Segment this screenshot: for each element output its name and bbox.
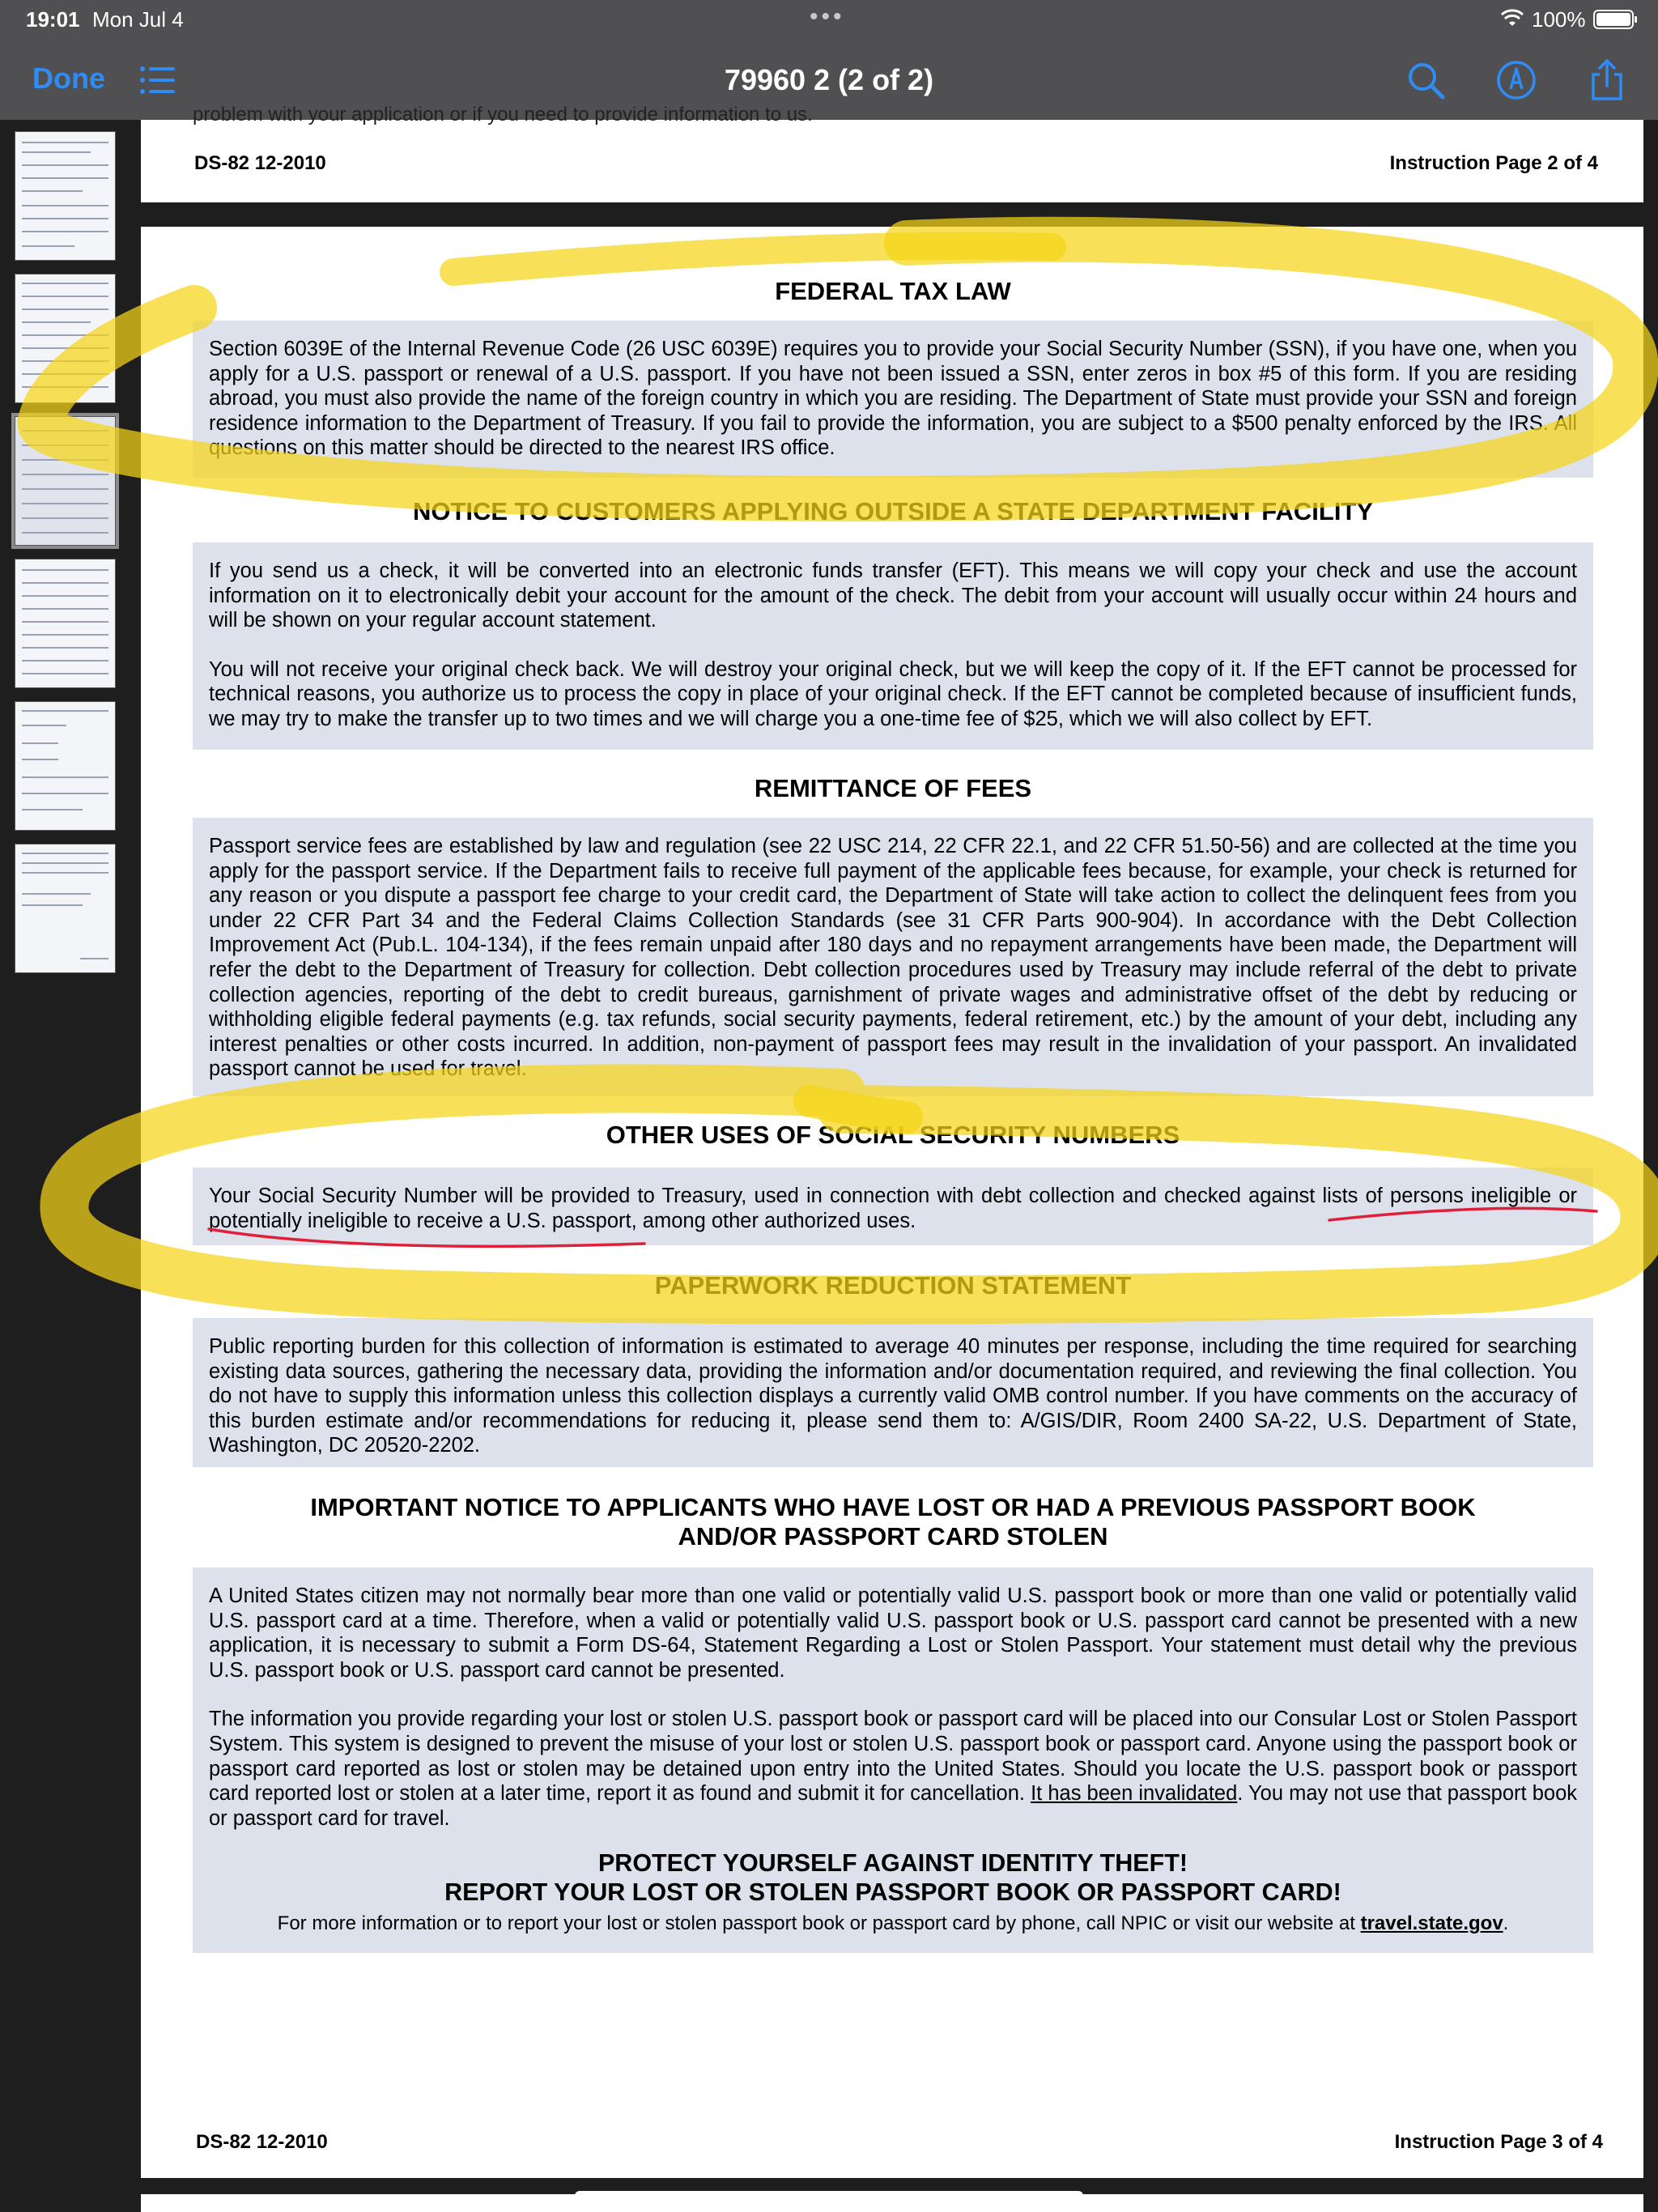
section-box-notice-customers	[193, 542, 1593, 750]
battery-icon	[1593, 10, 1634, 29]
section-paragraph: If you send us a check, it will be converted into an electronic funds transfer (EFT). This means we will copy your check and use the account information on it to electronically debit your account for the amount of the check. The debit from your account will usually occur within 24 hours and will be shown on your regular account statement.	[209, 559, 1577, 632]
section-title-remittance: REMITTANCE OF FEES	[754, 774, 1032, 802]
section-box-lost-stolen	[193, 1568, 1593, 1953]
wifi-icon	[1501, 10, 1524, 28]
search-icon[interactable]	[1404, 58, 1448, 102]
section-title-paperwork: PAPERWORK REDUCTION STATEMENT	[654, 1271, 1132, 1300]
section-paragraph	[209, 1707, 1577, 1831]
page-thumbnail[interactable]	[15, 559, 116, 688]
section-title-notice-customers: NOTICE TO CUSTOMERS APPLYING OUTSIDE A STATE DEPARTMENT FACILITY	[412, 497, 1374, 525]
markup-icon[interactable]	[1494, 58, 1538, 102]
protect-line: PROTECT YOURSELF AGAINST IDENTITY THEFT!	[597, 1849, 1188, 1878]
section-box-remittance	[193, 818, 1593, 1096]
home-indicator[interactable]	[575, 2191, 1083, 2201]
section-paragraph: You will not receive your original check back. We will destroy your original check, but we will keep the copy of it. If the EFT cannot be processed for technical reasons, you authorize us to process the copy in place of your original check. If the EFT cannot be completed because of insufficient funds, we may try to make the transfer up to two times and we will charge you a one-time fee of $25, which we will also collect by EFT.	[209, 657, 1577, 730]
page-thumbnail[interactable]	[15, 274, 116, 403]
section-title-line: IMPORTANT NOTICE TO APPLICANTS WHO HAVE LOST OR HAD A PREVIOUS PASSPORT BOOK	[310, 1493, 1476, 1521]
section-box-paperwork	[193, 1318, 1593, 1467]
previous-page	[141, 104, 1643, 202]
page-thumbnails	[0, 120, 128, 2212]
status-time: 19:01	[26, 7, 80, 32]
share-icon[interactable]	[1585, 58, 1629, 102]
document-title: 79960 2 (2 of 2)	[724, 63, 934, 96]
status-bar	[0, 0, 1658, 42]
page-thumbnail[interactable]	[15, 131, 116, 261]
section-title-lost-stolen	[193, 1493, 1593, 1551]
page-thumbnail[interactable]	[15, 844, 116, 973]
page-label: Instruction Page 2 of 4	[1389, 152, 1598, 174]
more-info-text	[209, 1912, 1577, 1936]
battery-fill	[1596, 13, 1630, 26]
form-id: DS-82 12-2010	[194, 152, 326, 174]
section-title-other-uses: OTHER USES OF SOCIAL SECURITY NUMBERS	[606, 1121, 1180, 1149]
cut-off-text: problem with your application or if you need to provide information to us.	[193, 104, 813, 125]
section-text: Section 6039E of the Internal Revenue Code (26 USC 6039E) requires you to provide your Social Security Number (SSN), if you have one, when you apply for a U.S. passport or renewal of a U.S. passport. If you have not been issued a SSN, enter zeros in box #5 of this form. If you are residing abroad, you must also provide the name of the foreign country in which you are residing. The Department of State must provide your SSN and foreign residence information to the Department of Treasury. If you fail to provide the information, you are subject to a $500 penalty enforced by the IRS. All questions on this matter should be directed to the nearest IRS office.	[209, 338, 1577, 460]
section-title-federal-tax: FEDERAL TAX LAW	[775, 277, 1011, 305]
done-button[interactable]: Done	[32, 62, 105, 95]
more-info-label: For more information or to report your lost or stolen passport book or passport card by phone, call NPIC or visit our website at	[277, 1912, 1361, 1935]
paragraph-text: . You may not use that passport book or passport card for travel.	[209, 1782, 1577, 1830]
section-title-line: AND/OR PASSPORT CARD STOLEN	[678, 1522, 1108, 1551]
more-info-end: .	[1503, 1912, 1509, 1935]
status-date: Mon Jul 4	[92, 7, 184, 32]
section-text: Public reporting burden for this collection of information is estimated to average 40 minutes per response, including the time required for searching existing data sources, gathering the necessary data, providing the information and/or documentation required, and reviewing the final collection. You do not have to supply this information unless this collection displays a currently valid OMB control number. If you have comments on the accuracy of this burden estimate and/or recommendations for reducing it, please send them to: A/GIS/DIR, Room 2400 SA-22, U.S. Department of State, Washington, DC 20520-2202.	[209, 1335, 1577, 1457]
battery-percentage: 100%	[1532, 7, 1586, 32]
paragraph-text: The information you provide regarding your lost or stolen U.S. passport book or passport card will be placed into our Consular Lost or Stolen Passport System. This system is designed to prevent the misuse of your lost or stolen U.S. passport book or passport card. Anyone using the passport book or passport card reported as lost or stolen may be detained upon entry into the United States. Should you locate the U.S. passport book or passport card reported lost or stolen at a later time, report it as found and submit it for cancellation.	[209, 1708, 1577, 1806]
document-page	[141, 227, 1643, 2178]
protect-heading	[209, 1848, 1577, 1907]
page-label: Instruction Page 3 of 4	[1394, 2131, 1603, 2153]
section-paragraph: A United States citizen may not normally bear more than one valid or potentially valid U.S. passport book or more than one valid or potentially valid U.S. passport card at a time. Therefore, when a valid or potentially valid U.S. passport book or U.S. passport card cannot be presented with a new application, it is necessary to submit a Form DS-64, Statement Regarding a Lost or Stolen Passport. Your statement must detail why the previous U.S. passport book or U.S. passport card cannot be presented.	[209, 1585, 1577, 1682]
section-box-federal-tax	[193, 321, 1593, 478]
section-text: Passport service fees are established by law and regulation (see 22 USC 214, 22 CFR 22.1, and 22 CFR 51.50-56) and are collected at the time you apply for the passport service. If the Department fails to receive full payment of the applicable fees because, for example, your check is returned for any reason or you dispute a passport fee charge to your credit card, the Department of State will take action to collect the delinquent fees from you under 22 CFR Part 34 and the Federal Claims Collection Standards (see 31 CFR Parts 900-904). In accordance with the Debt Collection Improvement Act (Pub.L. 104-134), if the fees remain unpaid after 180 days and no repayment arrangements have been made, the Department will refer the debt to the Department of Treasury for collection. Debt collection procedures used by Treasury may include referral of the debt to private collection agencies, reporting of the debt to credit bureaus, garnishment of private wages and administrative offset of the debt by reducing or withholding eligible federal payments (e.g. tax refunds, social security payments, federal retirement, etc.) by the amount of your debt, including any interest penalties or other costs incurred. In addition, non-payment of passport fees may result in the invalidation of your passport. An invalidated passport cannot be used for travel.	[209, 835, 1577, 1081]
protect-line: REPORT YOUR LOST OR STOLEN PASSPORT BOOK OR PASSPORT CARD!	[444, 1878, 1341, 1907]
page-thumbnail[interactable]	[15, 701, 116, 831]
section-text: Your Social Security Number will be provided to Treasury, used in connection with debt collection and checked against lists of persons ineligible or potentially ineligible to receive a U.S. passport, among other authorized uses.	[209, 1185, 1577, 1232]
invalidated-notice: It has been invalidated	[1031, 1782, 1238, 1806]
website-link[interactable]: travel.state.gov	[1360, 1912, 1503, 1935]
section-box-other-uses	[193, 1168, 1593, 1245]
page-thumbnail-current[interactable]	[15, 416, 116, 546]
form-id: DS-82 12-2010	[196, 2131, 328, 2153]
multitasking-dots-icon[interactable]: •••	[810, 3, 845, 30]
